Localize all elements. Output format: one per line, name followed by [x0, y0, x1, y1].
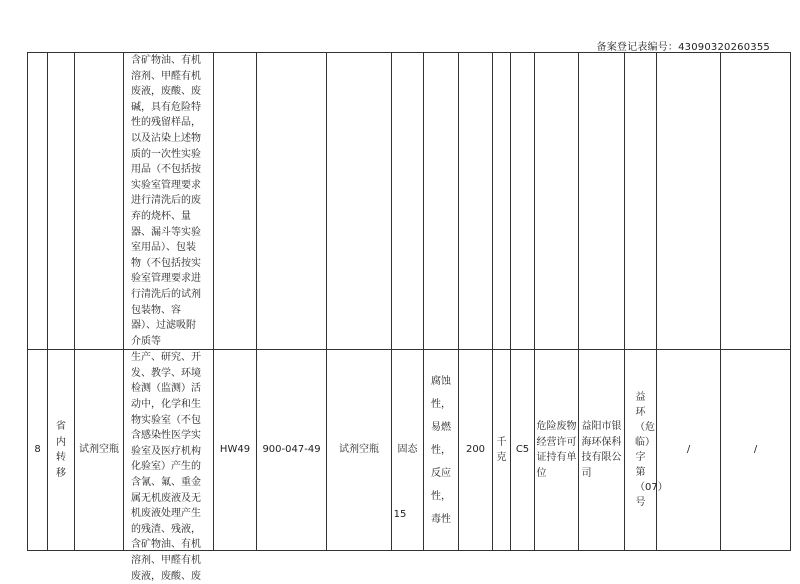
- description-line: 进行清洗后的废: [131, 195, 201, 207]
- description-line: 物（不包括按实: [131, 257, 201, 269]
- cell-hazard: [424, 53, 459, 350]
- cell-transfer-type: [48, 53, 75, 350]
- cell-waste-name-2: [327, 53, 392, 350]
- description-line: 溶剂、甲醛有机: [131, 70, 201, 82]
- description-line: 器、漏斗等实验: [131, 226, 201, 238]
- cell-receiver-type: [535, 53, 579, 350]
- cell-category: [214, 53, 257, 350]
- unit: 千克: [493, 350, 511, 551]
- table-row-continued: [28, 53, 791, 350]
- description-line: 属无机废液及无: [131, 492, 201, 504]
- waste-form: 固态: [392, 350, 424, 551]
- cell-unit: [493, 53, 511, 350]
- description-line: 含矿物油、有机: [131, 539, 201, 551]
- description-text: [131, 53, 208, 349]
- description-line: 生产、研究、开: [131, 352, 201, 364]
- description-line: 碱，具有危险特: [131, 101, 201, 113]
- description-line: 验室及医疗机构: [131, 445, 201, 457]
- license-number: 益环（危临）字第（07）号: [625, 350, 657, 551]
- transfer-type: 省内转移: [48, 350, 75, 551]
- waste-description: [124, 350, 214, 582]
- waste-name: 试剂空瓶: [75, 350, 124, 551]
- cell-form: [392, 53, 424, 350]
- waste-transfer-table: [27, 52, 791, 582]
- description-line: 器）、过滤吸附: [131, 320, 196, 332]
- cell-license: [625, 53, 657, 350]
- description-line: 验室管理要求进: [131, 273, 201, 285]
- cell-quantity: [459, 53, 493, 350]
- description-line: 的残渣、残液，: [131, 523, 201, 535]
- description-line: 含矿物油、有机: [131, 55, 201, 66]
- cell-waste-name: [75, 53, 124, 350]
- cell-description: [124, 53, 214, 350]
- quantity: 200: [459, 350, 493, 551]
- description-line: 包装物、容: [131, 304, 181, 316]
- level: C5: [511, 350, 535, 551]
- description-line: 实验室管理要求: [131, 179, 201, 191]
- description-line: 质的一次性实验: [131, 148, 201, 160]
- cell-index: [28, 53, 48, 350]
- cell-code: [257, 53, 327, 350]
- description-line: 含氰、氟、重金: [131, 477, 201, 489]
- description-line: 发、教学、环境: [131, 367, 201, 379]
- receiver-type: 危险废物经营许可证持有单位: [535, 350, 579, 551]
- page-number: 15: [393, 509, 407, 520]
- description-line: 用品（不包括按: [131, 164, 201, 176]
- waste-category: HW49: [214, 350, 257, 551]
- description-line: 废液，废酸、废: [131, 570, 201, 582]
- registration-number: 备案登记表编号：43090320260355: [596, 42, 770, 53]
- description-line: 室用品）、包装: [131, 242, 196, 254]
- waste-code: 900-047-49: [257, 350, 327, 551]
- description-line: 性的残留样品，: [131, 117, 201, 129]
- description-line: 溶剂、甲醛有机: [131, 555, 201, 566]
- table-row-8: [28, 350, 791, 551]
- cell-receiver: [579, 53, 625, 350]
- description-line: 检测（监测）活: [131, 383, 201, 395]
- col-b: /: [721, 350, 791, 551]
- receiver-name: 益阳市银海环保科技有限公司: [579, 350, 625, 551]
- cell-level: [511, 53, 535, 350]
- description-line: 含感染性医学实: [131, 430, 201, 442]
- description-line: 物实验室（不包: [131, 414, 201, 426]
- hazard-property: 腐蚀性，易燃性，反应性，毒性: [424, 350, 459, 551]
- description-line: 动中，化学和生: [131, 399, 201, 411]
- waste-name-2: 试剂空瓶: [327, 350, 392, 551]
- description-line: 以及沾染上述物: [131, 132, 201, 144]
- cell-col-a: [657, 53, 721, 350]
- description-text: [131, 350, 208, 582]
- description-line: 机废液处理产生: [131, 508, 201, 520]
- row-index: 8: [28, 350, 48, 551]
- description-line: 化验室）产生的: [131, 461, 201, 473]
- description-line: 弃的烧杯、量: [131, 210, 191, 222]
- description-line: 介质等: [131, 335, 161, 347]
- cell-col-b: [721, 53, 791, 350]
- description-line: 行清洗后的试剂: [131, 288, 201, 300]
- col-a: /: [657, 350, 721, 551]
- description-line: 废液，废酸、废: [131, 86, 201, 98]
